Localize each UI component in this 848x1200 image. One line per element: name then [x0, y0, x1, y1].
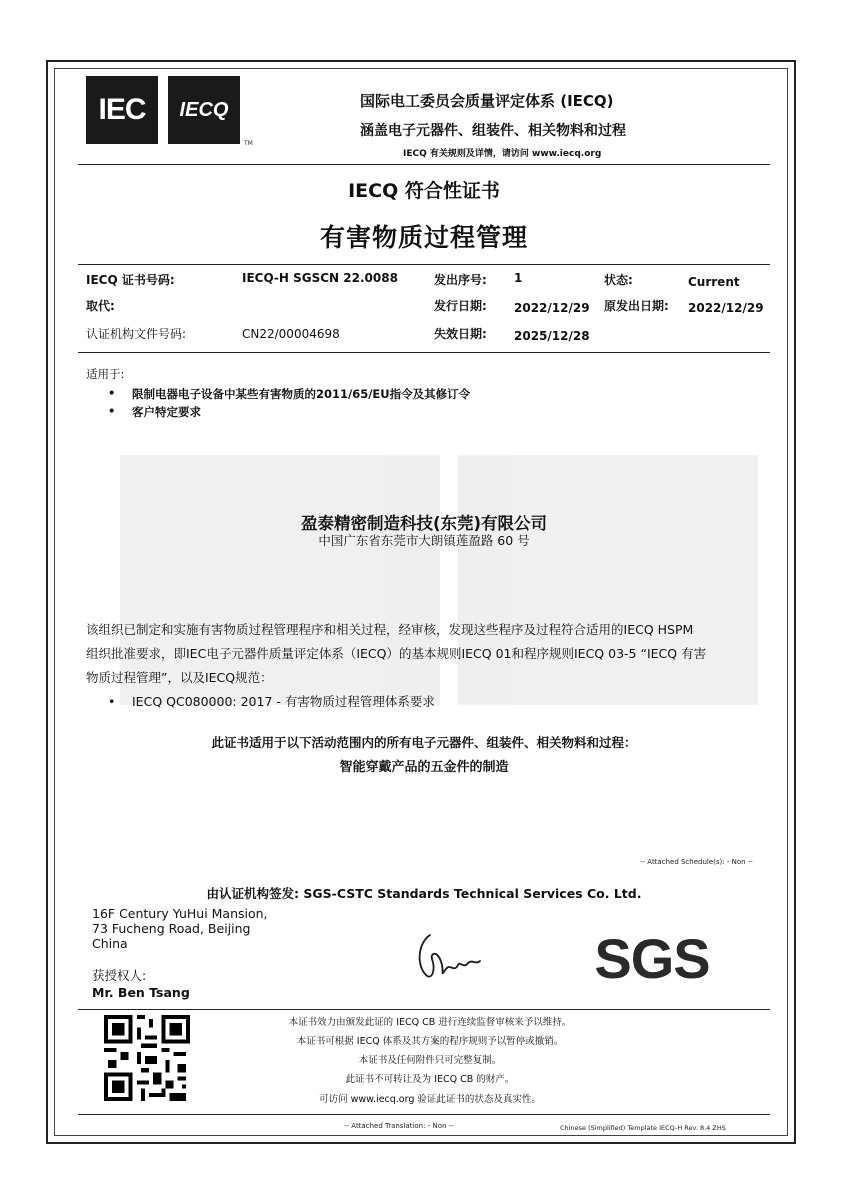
replaces-label: 取代:	[86, 299, 115, 313]
bullet: •	[108, 386, 116, 400]
issue-seq-label: 发出序号:	[434, 273, 487, 287]
expiry-label: 失效日期:	[434, 327, 487, 341]
iec-logo: IEC	[86, 76, 158, 144]
bullet: •	[108, 694, 116, 709]
status-label: 状态:	[604, 273, 633, 287]
cert-no-value: IECQ-H SGSCN 22.0088	[242, 271, 398, 285]
note-line: 此证书不可转让及为 IECQ CB 的财产。	[345, 1074, 515, 1085]
header-website-note: IECQ 有关规则及详情，请访问 www.iecq.org	[403, 149, 602, 159]
note-line: 可访问 www.iecq.org 验证此证书的状态及真实性。	[319, 1094, 541, 1105]
note-line: 本证书可根据 IECQ 体系及其方案的程序规则予以暂停或撤销。	[296, 1036, 564, 1047]
trademark-mark: TM	[244, 140, 253, 147]
signature	[412, 925, 484, 985]
statement-line: 组织批准要求，即IEC电子元器件质量评定体系（IECQ）的基本规则IECQ 01和程序规则IECQ 03-5 “IECQ 有害	[86, 646, 707, 661]
cb-ref-label: 认证机构文件号码:	[86, 327, 187, 341]
spec-item: IECQ QC080000: 2017 - 有害物质过程管理体系要求	[132, 694, 435, 709]
issue-date-value: 2022/12/29	[514, 301, 590, 315]
divider	[78, 164, 770, 165]
sgs-logo: SGS	[594, 927, 710, 990]
scope-intro: 此证书适用于以下活动范围内的所有电子元器件、组装件、相关物料和过程：	[211, 735, 637, 750]
header-title: 国际电工委员会质量评定体系 (IECQ)	[360, 92, 614, 110]
applicable-item: 客户特定要求	[132, 405, 201, 419]
cb-address-line: 73 Fucheng Road, Beijing	[92, 921, 251, 936]
cb-ref-value: CN22/00004698	[242, 327, 340, 341]
divider	[78, 264, 770, 265]
cb-address-line: China	[92, 936, 128, 951]
orig-date-label: 原发出日期:	[604, 299, 669, 313]
cb-address-line: 16F Century YuHui Mansion,	[92, 906, 268, 921]
cert-no-label: IECQ 证书号码:	[86, 273, 175, 287]
divider	[78, 1009, 770, 1010]
statement-line: 物质过程管理”，以及IECQ规范：	[86, 670, 273, 685]
issue-seq-value: 1	[514, 271, 523, 285]
holder-name: 盈泰精密制造科技(东莞)有限公司	[300, 514, 548, 533]
authorized-name: Mr. Ben Tsang	[92, 985, 190, 1000]
holder-address: 中国广东省东莞市大朗镇莲盈路 60 号	[318, 533, 530, 548]
authorized-label: 获授权人:	[92, 968, 147, 983]
applicable-item: 限制电器电子设备中某些有害物质的2011/65/EU指令及其修订令	[132, 387, 471, 401]
divider	[78, 1114, 770, 1115]
iecq-logo: IECQ	[168, 76, 240, 144]
bullet: •	[108, 404, 116, 418]
template-note: Chinese (Simplified) Template IECQ-H Rev. 8.4 ZHS	[560, 1124, 726, 1132]
status-value: Current	[688, 275, 740, 289]
translation-note: -- Attached Translation: - Non --	[344, 1122, 454, 1130]
divider	[78, 352, 770, 353]
issuing-cb: 由认证机构签发: SGS-CSTC Standards Technical Services Co. Ltd.	[206, 886, 642, 901]
schedule-note: -- Attached Schedule(s): - Non --	[640, 858, 753, 866]
certificate-scheme: 有害物质过程管理	[319, 223, 528, 252]
note-line: 本证书效力由颁发此证的 IECQ CB 进行连续监督审核来予以维持。	[288, 1017, 572, 1028]
note-line: 本证书及任何附件只可完整复制。	[358, 1055, 502, 1066]
issue-date-label: 发行日期:	[434, 299, 487, 313]
qr-code	[104, 1015, 190, 1101]
statement-line: 该组织已制定和实施有害物质过程管理程序和相关过程，经审核，发现这些程序及过程符合适用的IECQ HSPM	[86, 622, 694, 637]
applicable-label: 适用于:	[86, 367, 125, 381]
orig-date-value: 2022/12/29	[688, 301, 764, 315]
certificate-type: IECQ 符合性证书	[348, 180, 500, 202]
header-subtitle: 涵盖电子元器件、组装件、相关物料和过程	[360, 123, 626, 139]
expiry-value: 2025/12/28	[514, 329, 590, 343]
scope-activity: 智能穿戴产品的五金件的制造	[339, 760, 509, 775]
